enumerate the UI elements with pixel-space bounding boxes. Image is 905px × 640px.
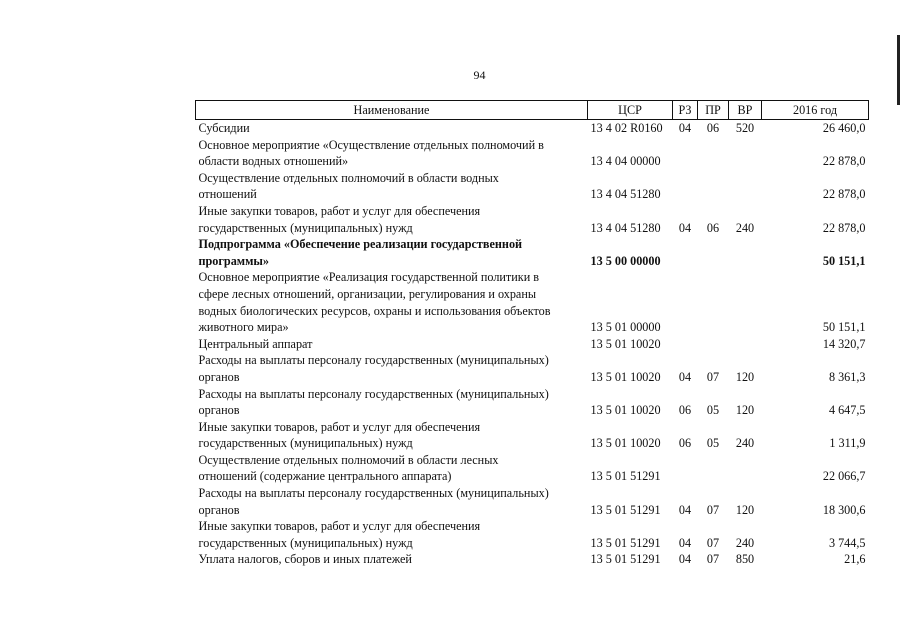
row-vr <box>729 170 762 203</box>
row-pr <box>698 336 729 353</box>
row-name-line: Субсидии <box>198 121 250 135</box>
row-name <box>196 452 588 485</box>
header-pr: ПР <box>698 101 729 120</box>
row-name <box>196 336 588 353</box>
row-name <box>196 137 588 170</box>
row-name-line: Иные закупки товаров, работ и услуг для обеспечения <box>198 419 481 434</box>
row-vr: 240 <box>735 220 755 235</box>
row-pr: 05 <box>706 436 720 451</box>
row-name <box>196 518 588 551</box>
row-vr: 120 <box>735 403 755 418</box>
row-name <box>196 120 588 137</box>
row-pr <box>698 269 729 335</box>
row-csr: 13 5 01 51291 <box>590 552 661 567</box>
row-pr <box>698 137 729 170</box>
row-rz <box>673 170 698 203</box>
row-amount: 3 744,5 <box>828 535 866 550</box>
row-name <box>196 269 588 335</box>
row-name-line: водных биологических ресурсов, охраны и использования объектов <box>198 303 551 318</box>
table-row <box>196 236 869 269</box>
row-vr: 240 <box>735 535 755 550</box>
row-name-line: области водных отношений» <box>198 154 349 169</box>
row-name-line: животного мира» <box>198 320 289 335</box>
row-vr: 850 <box>735 552 755 567</box>
row-name-line: Расходы на выплаты персоналу государственных (муниципальных) <box>198 386 549 401</box>
table-row <box>196 419 869 452</box>
row-csr: 13 4 02 R0160 <box>590 121 663 135</box>
row-name-line: государственных (муниципальных) нужд <box>198 220 413 235</box>
page-number: 94 <box>473 68 486 82</box>
header-csr: ЦСР <box>588 101 673 120</box>
row-amount: 1 311,9 <box>829 436 866 451</box>
row-pr: 07 <box>706 535 720 550</box>
table-row <box>196 386 869 419</box>
row-rz <box>673 269 698 335</box>
row-name-line: сфере лесных отношений, организации, регулирования и охраны <box>198 286 537 301</box>
row-rz: 04 <box>678 502 692 517</box>
row-name-line: Иные закупки товаров, работ и услуг для обеспечения <box>198 203 481 218</box>
table-row <box>196 170 869 203</box>
row-name-line: отношений <box>198 187 257 202</box>
row-pr <box>698 452 729 485</box>
row-name-line: Основное мероприятие «Реализация государственной политики в <box>198 270 540 285</box>
table-row <box>196 120 869 137</box>
row-name-line: государственных (муниципальных) нужд <box>198 535 413 550</box>
row-name <box>196 352 588 385</box>
row-name <box>196 236 588 269</box>
row-vr: 120 <box>735 369 755 384</box>
row-csr: 13 4 04 00000 <box>590 154 661 169</box>
row-name-line: Основное мероприятие «Осуществление отдельных полномочий в <box>198 137 544 152</box>
table-row <box>196 452 869 485</box>
row-amount: 22 066,7 <box>822 469 866 484</box>
row-name-line: Уплата налогов, сборов и иных платежей <box>198 552 412 567</box>
row-pr <box>698 170 729 203</box>
row-pr: 06 <box>706 121 720 135</box>
row-rz: 06 <box>678 436 692 451</box>
header-vr: ВР <box>729 101 762 120</box>
row-name-line: Расходы на выплаты персоналу государственных (муниципальных) <box>198 353 549 368</box>
row-name <box>196 551 588 568</box>
row-name <box>196 485 588 518</box>
table-row <box>196 518 869 551</box>
row-amount: 18 300,6 <box>822 502 866 517</box>
row-amount: 22 878,0 <box>822 154 866 169</box>
scan-edge-mark <box>897 35 900 105</box>
row-vr: 520 <box>735 121 755 135</box>
table-row <box>196 485 869 518</box>
row-name-line: Осуществление отдельных полномочий в области водных <box>198 170 499 185</box>
budget-table <box>195 100 869 568</box>
row-vr <box>729 452 762 485</box>
row-amount: 50 151,1 <box>822 253 866 268</box>
table-row <box>196 203 869 236</box>
table-row <box>196 551 869 568</box>
row-csr: 13 5 01 51291 <box>590 502 661 517</box>
row-name-line: Подпрограмма «Обеспечение реализации государственной <box>198 237 523 252</box>
row-pr: 06 <box>706 220 720 235</box>
row-name-line: Центральный аппарат <box>198 336 313 351</box>
row-name-line: Расходы на выплаты персоналу государственных (муниципальных) <box>198 486 549 501</box>
row-vr <box>729 236 762 269</box>
row-name <box>196 170 588 203</box>
row-csr: 13 5 01 51291 <box>590 469 661 484</box>
row-pr: 05 <box>706 403 720 418</box>
row-amount: 22 878,0 <box>822 220 866 235</box>
row-amount: 26 460,0 <box>822 121 866 135</box>
row-name-line: органов <box>198 502 240 517</box>
row-name <box>196 386 588 419</box>
row-name-line: Иные закупки товаров, работ и услуг для обеспечения <box>198 519 481 534</box>
row-rz <box>673 137 698 170</box>
row-vr <box>729 137 762 170</box>
table-row <box>196 137 869 170</box>
row-csr: 13 5 01 10020 <box>590 403 661 418</box>
row-vr: 120 <box>735 502 755 517</box>
row-pr: 07 <box>706 502 720 517</box>
row-name-line: органов <box>198 403 240 418</box>
row-amount: 14 320,7 <box>822 336 866 351</box>
row-csr: 13 4 04 51280 <box>590 220 661 235</box>
row-rz: 04 <box>678 369 692 384</box>
row-csr: 13 5 01 51291 <box>590 535 661 550</box>
row-amount: 21,6 <box>844 552 866 567</box>
row-name-line: органов <box>198 369 240 384</box>
row-rz: 04 <box>678 220 692 235</box>
row-name <box>196 419 588 452</box>
row-rz: 04 <box>678 552 692 567</box>
row-csr: 13 5 00 00000 <box>590 253 661 268</box>
row-vr <box>729 269 762 335</box>
row-amount: 4 647,5 <box>828 403 866 418</box>
row-pr <box>698 236 729 269</box>
row-rz <box>673 452 698 485</box>
row-vr <box>729 336 762 353</box>
row-name-line: отношений (содержание центрального аппарата) <box>198 469 452 484</box>
header-name: Наименование <box>196 101 588 120</box>
table-row <box>196 269 869 335</box>
row-csr: 13 5 01 10020 <box>590 369 661 384</box>
table-row <box>196 352 869 385</box>
header-rz: РЗ <box>673 101 698 120</box>
row-csr: 13 4 04 51280 <box>590 187 661 202</box>
row-name-line: программы» <box>198 253 270 268</box>
row-amount: 8 361,3 <box>828 369 866 384</box>
row-amount: 22 878,0 <box>822 187 866 202</box>
table-body <box>196 120 869 569</box>
row-rz: 04 <box>678 121 692 135</box>
row-csr: 13 5 01 10020 <box>590 436 661 451</box>
row-rz: 06 <box>678 403 692 418</box>
row-name <box>196 203 588 236</box>
row-name-line: Осуществление отдельных полномочий в области лесных <box>198 452 499 467</box>
row-csr: 13 5 01 10020 <box>590 336 661 351</box>
row-amount: 50 151,1 <box>822 320 866 335</box>
row-name-line: государственных (муниципальных) нужд <box>198 436 413 451</box>
row-pr: 07 <box>706 552 720 567</box>
row-rz: 04 <box>678 535 692 550</box>
table-header-row <box>196 101 869 120</box>
row-vr: 240 <box>735 436 755 451</box>
header-year: 2016 год <box>762 101 869 120</box>
row-pr: 07 <box>706 369 720 384</box>
row-rz <box>673 236 698 269</box>
row-rz <box>673 336 698 353</box>
table-row <box>196 336 869 353</box>
row-csr: 13 5 01 00000 <box>590 320 661 335</box>
